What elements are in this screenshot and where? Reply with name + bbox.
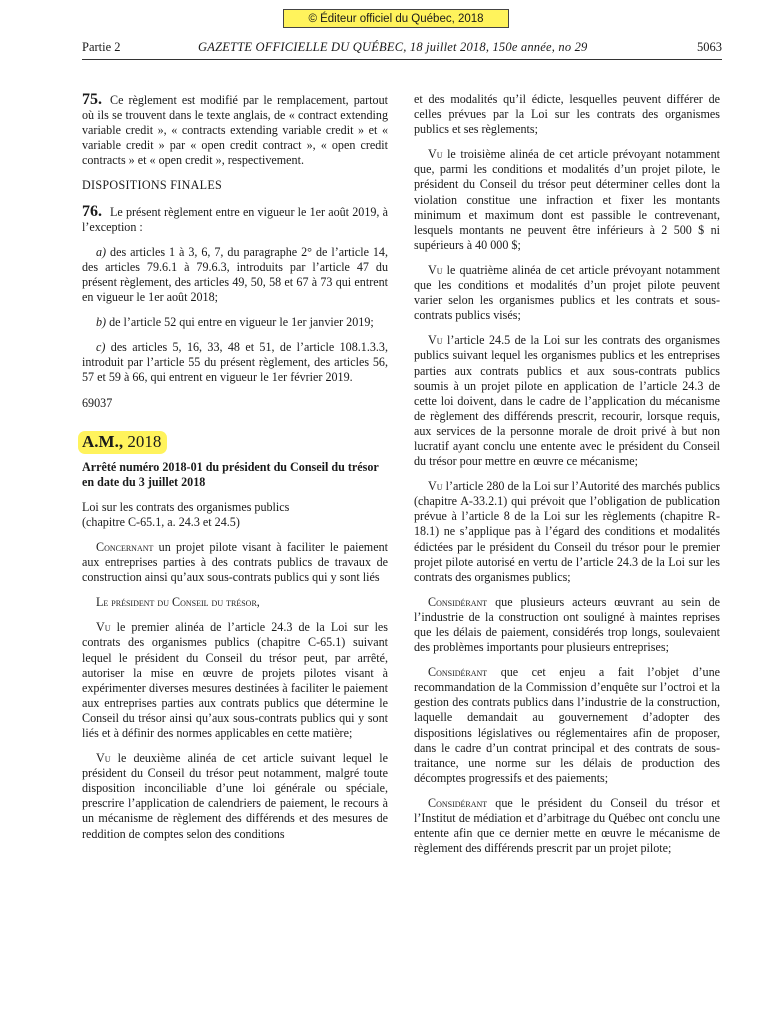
considerant-2-lead: Considérant (428, 665, 488, 680)
running-header (82, 38, 722, 56)
concernant-text: un projet pilote visant à faciliter le paiement aux entreprises parties à des contrats publics de travaux de construction ainsi qu’aux sous-contrats publics qui y sont liés (82, 539, 388, 585)
considerant-2-text: que cet enjeu a fait l’objet d’une recommandation de la Commission d’enquête sur l’octroi et la gestion des contrats publics dans l’industrie de la construction, laquelle demandait au gouvernement d’adopter des dispositions législatives ou réglementaires afin de proposer, dans le cadre d’un contrat principal et des contrats de sous-traitance, une norme sur les délais de production des décomptes progressifs et des paiements; (414, 665, 720, 785)
item-a (82, 245, 388, 305)
vu-paragraph-4 (414, 263, 720, 323)
article-75-text: Ce règlement est modifié par le remplacement, partout où ils se trouvent dans le texte anglais, de « contract extending variable credit », « contracts extending variable credit » et « variable credit » par « open credit contract », « open credit contracts » et « open credit », respectivement. (82, 93, 388, 168)
vu-6-text: l’article 280 de la Loi sur l’Autorité des marchés publics (chapitre A-33.2.1) qui prévoit que l’obligation de publication prévue à l’article 8 de la Loi sur les règlements (chapitre R-18.1) ne s’applique pas à l’égard des conditions et modalités édictées par le président du Conseil du trésor pour le premier projet pilote autorisé en vertu de l’article 24.3 de la Loi sur les contrats des organismes publics; (414, 479, 720, 584)
considerant-1-text: que plusieurs acteurs œuvrant au sein de l’industrie de la construction ont souligné à maintes reprises que les délais de paiement, considérés trop longs, soulevaient des problèmes importants pour plusieurs entreprises; (414, 594, 720, 655)
item-b-label: b) (96, 315, 107, 330)
item-a-label: a) (96, 244, 107, 259)
dispositions-heading: DISPOSITIONS FINALES (82, 178, 223, 193)
considerant-paragraph-3 (414, 796, 720, 856)
header-rule (82, 59, 722, 60)
vu-2-text: le deuxième alinéa de cet article suivant lequel le président du Conseil du trésor peut notamment, malgré toute disposition inconciliable d’une loi générale ou spéciale, prescrire l’application de calendriers de paiement, le recours à un mécanisme de règlement des différends et des mesures de reddition de comptes selon des conditions (82, 751, 388, 841)
vu-4-text: le quatrième alinéa de cet article prévoyant notamment que les conditions et modalités d’un projet pilote peuvent varier selon les organismes publics et les contrats et sous-contrats publics visés; (414, 262, 720, 323)
reference-number: 69037 (82, 395, 113, 410)
vu-3-lead: Vu (428, 147, 443, 162)
concernant-paragraph (82, 540, 388, 585)
header-page-number: 5063 (697, 40, 722, 54)
vu-6-lead: Vu (428, 479, 443, 494)
vu-1-text: le premier alinéa de l’article 24.3 de la Loi sur les contrats des organismes publics (chapitre C-65.1) suivant lequel le président du Conseil du trésor peut, par arrêté, autoriser la mise en œuvre de projets pilotes visant à expérimenter diverses mesures destinées à faciliter le paiement aux entreprises parties aux contrats publics que détermine le Conseil du trésor ainsi qu’aux sous-contrats publics qui y sont liés et à définir des normes applicables en cette matière; (82, 620, 388, 740)
considerant-paragraph-2 (414, 665, 720, 786)
vu-4-lead: Vu (428, 262, 443, 277)
article-76-number: 76. (82, 202, 102, 220)
right-column (414, 92, 720, 866)
arrete-title: Arrêté numéro 2018-01 du président du Conseil du trésor en date du 3 juillet 2018 (82, 459, 379, 489)
law-citation (82, 500, 388, 530)
item-c-label: c) (96, 340, 106, 355)
vu-paragraph-2 (82, 751, 388, 842)
article-76 (82, 204, 388, 235)
considerant-paragraph-1 (414, 595, 720, 655)
considerant-3-lead: Considérant (428, 795, 488, 810)
article-76-text: Le présent règlement entre en vigueur le 1er août 2019, à l’exception : (82, 204, 388, 234)
vu-5-text: l’article 24.5 de la Loi sur les contrats des organismes publics suivant lequel les organismes publics et les entreprises parties aux contrats publics et aux sous-contrats publics soumis à un projet pilote en application de l’article 24.3 de cette loi doivent, dans le cadre de l’application du mécanisme de règlement des différends prescrit, recourir, lorsque requis, aux services de la personne morale de droit privé à but non lucratif ayant conclu une entente avec le président du Conseil du trésor pour mettre en œuvre ce mécanisme; (414, 333, 720, 469)
section-title-bold: A.M., (82, 431, 124, 451)
vu-2-lead: Vu (96, 751, 111, 766)
vu-5-lead: Vu (428, 333, 443, 348)
considerant-3-text: que le président du Conseil du trésor et l’Institut de médiation et d’arbitrage du Québec ont conclu une entente afin que ce dernier mette en œuvre le mécanisme de règlement des différends prescrit par un projet pilote; (414, 795, 720, 856)
section-title-am (78, 431, 167, 454)
article-75-number: 75. (82, 91, 102, 108)
item-b (82, 315, 388, 330)
section-title-year: 2018 (127, 431, 162, 451)
item-b-text: de l’article 52 qui entre en vigueur le 1er janvier 2019; (109, 315, 374, 330)
vu-paragraph-3 (414, 147, 720, 253)
vu-3-text: le troisième alinéa de cet article prévoyant notamment que, parmi les conditions et modalités d’un projet pilote, le président du Conseil du trésor peut déterminer celles dont la violation constitue une infraction et fixer les montants minimum et maximum dont est passible le contrevenant, lesquels montants ne peuvent être inférieurs à 2 500 $ ni supérieurs à 40 000 $; (414, 147, 720, 252)
law-reference: (chapitre C-65.1, a. 24.3 et 24.5) (82, 514, 240, 529)
item-c-text: des articles 5, 16, 33, 48 et 51, de l’article 108.1.3.3, introduit par l’article 55 du présent règlement, des articles 56, 57 et 59 à 66, qui entrent en vigueur le 1er février 2019. (82, 340, 388, 385)
considerant-1-lead: Considérant (428, 594, 488, 609)
copyright-banner: © Éditeur officiel du Québec, 2018 (283, 9, 509, 28)
law-name: Loi sur les contrats des organismes publics (82, 499, 290, 514)
item-a-text: des articles 1 à 3, 6, 7, du paragraphe 2° de l’article 14, des articles 79.6.1 à 79.6.3, introduits par l’article 47 du présent règlement, des articles 49, 50, 58 et 67 à 73 qui entrent en vigueur le 1er août 2018; (82, 244, 389, 305)
vu-paragraph-6 (414, 479, 720, 585)
header-part: Partie 2 (82, 40, 121, 54)
header-title: GAZETTE OFFICIELLE DU QUÉBEC, 18 juillet 2018, 150e année, no 29 (198, 40, 588, 54)
article-75 (82, 92, 388, 168)
vu-1-lead: Vu (96, 620, 111, 635)
item-c (82, 340, 388, 385)
concernant-lead: Concernant (96, 539, 154, 554)
vu-paragraph-1 (82, 620, 388, 741)
continuation-paragraph: et des modalités qu’il édicte, lesquelles peuvent différer de celles prévues par la Loi sur les contrats des organismes publics et ses règlements; (414, 92, 720, 137)
vu-paragraph-5 (414, 333, 720, 469)
left-column (82, 92, 388, 852)
president-heading: Le président du Conseil du trésor, (96, 595, 260, 610)
